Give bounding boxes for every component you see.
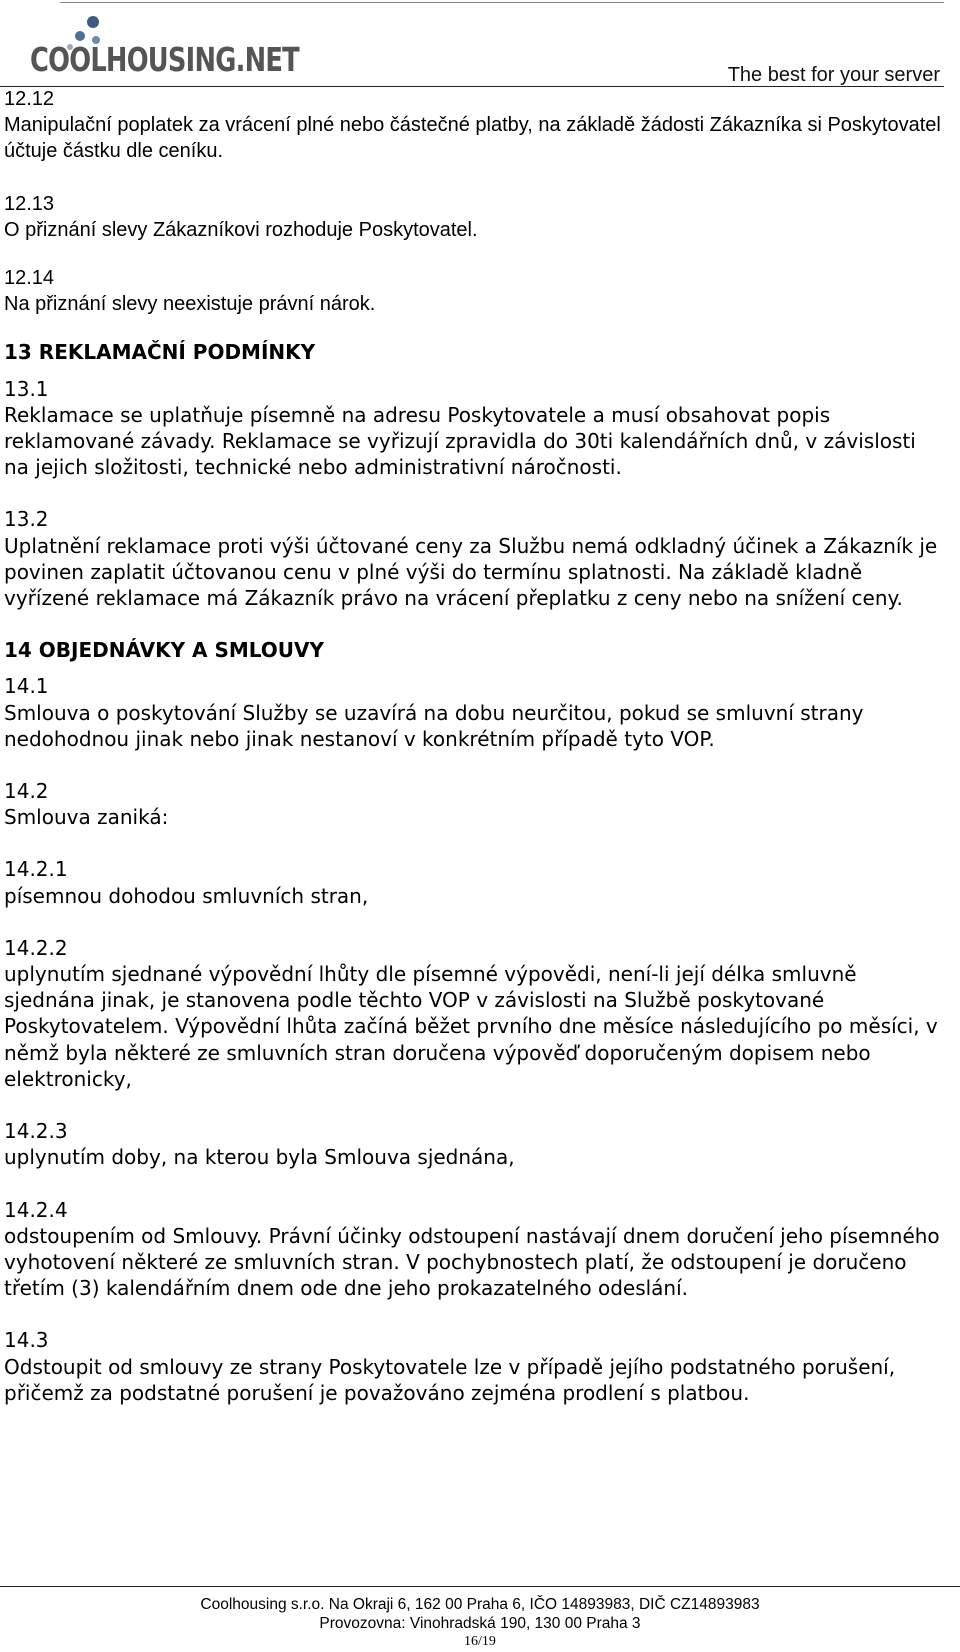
header-top-rule xyxy=(60,2,944,3)
logo-text: COOLHOUSING.NET xyxy=(30,40,299,79)
section-14-2-2 xyxy=(4,935,944,1092)
clause-text: Reklamace se uplatňuje písemně na adresu Poskytovatele a musí obsahovat popis reklamované závady. Reklamace se vyřizují zpravidla do 30ti kalendářních dnů, v závislosti na jejich složitosti, technické nebo administrativní náročnosti. xyxy=(4,402,916,480)
page-number: 16/19 xyxy=(464,1634,496,1649)
section-14-2 xyxy=(4,778,944,830)
clause-number: 14.2.2 xyxy=(4,935,68,960)
clause-text: Odstoupit od smlouvy ze strany Poskytovatele lze v případě jejího podstatného porušení, přičemž za podstatné porušení je považováno zejména prodlení s platbou. xyxy=(4,1354,896,1405)
clause-text: odstoupením od Smlouvy. Právní účinky odstoupení nastávají dnem doručení jeho písemného vyhotovení některé ze smluvních stran. V pochybnostech platí, že odstoupení je doručeno třetím (3) kalendářním dnem ode dne jeho prokazatelného odeslání. xyxy=(4,1223,940,1301)
clause-text: Manipulační poplatek za vrácení plné nebo částečné platby, na základě žádosti Zákazníka si Poskytovatel účtuje částku dle ceníku. xyxy=(4,114,941,163)
tagline: The best for your server xyxy=(727,64,940,86)
clause-text: Smlouva zaniká: xyxy=(4,805,169,830)
clause-text: Smlouva o poskytování Služby se uzavírá na dobu neurčitou, pokud se smluvní strany nedohodnou jinak nebo jinak nestanoví v konkrétním případě tyto VOP. xyxy=(4,700,864,751)
clause-text: uplynutím sjednané výpovědní lhůty dle písemné výpovědi, není-li její délka smluvně sjednána jinak, je stanovena podle těchto VOP v závislosti na Službě poskytované Poskytovatelem. Výpovědní lhůta začíná běžet prvního dne měsíce následujícího po měsíci, v němž byla některé ze smluvních stran doručena výpověď doporučeným dopisem nebo elektronicky, xyxy=(4,962,938,1091)
clause-text: uplynutím doby, na kterou byla Smlouva sjednána, xyxy=(4,1145,515,1170)
clause-number: 12.13 xyxy=(4,192,55,215)
section-12-13 xyxy=(4,191,944,243)
clause-number: 14.3 xyxy=(4,1328,49,1353)
section-14-2-3 xyxy=(4,1118,944,1170)
clause-text: písemnou dohodou smluvních stran, xyxy=(4,883,369,908)
heading-section-13: 13 REKLAMAČNÍ PODMÍNKY xyxy=(4,340,316,365)
clause-text: O přiznání slevy Zákazníkovi rozhoduje Poskytovatel. xyxy=(4,218,478,241)
section-14-2-4 xyxy=(4,1197,944,1302)
clause-text: Uplatnění reklamace proti výši účtované ceny za Službu nemá odkladný účinek a Zákazník je povinen zaplatit účtovanou cenu v plné výši do termínu splatnosti. Na základě kladně vyřízené reklamace má Zákazník právo na vrácení přeplatku z ceny nebo na snížení ceny. xyxy=(4,533,938,611)
clause-number: 14.1 xyxy=(4,674,49,699)
section-13-2 xyxy=(4,506,944,611)
footer-rule xyxy=(0,1586,960,1587)
clause-number: 14.2.1 xyxy=(4,857,68,882)
footer-address-line: Provozovna: Vinohradská 190, 130 00 Praha 3 xyxy=(319,1615,641,1632)
section-12-12 xyxy=(4,86,944,165)
footer-company-line: Coolhousing s.r.o. Na Okraji 6, 162 00 Praha 6, IČO 14893983, DIČ CZ14893983 xyxy=(200,1596,760,1613)
section-14-3 xyxy=(4,1327,944,1406)
clause-number: 14.2.4 xyxy=(4,1197,68,1222)
clause-number: 13.1 xyxy=(4,376,49,401)
section-14-1 xyxy=(4,673,944,752)
document-body xyxy=(4,86,944,1432)
clause-number: 14.2 xyxy=(4,779,49,804)
section-12-14 xyxy=(4,265,944,317)
clause-text: Na přiznání slevy neexistuje právní nárok. xyxy=(4,293,376,316)
clause-number: 14.2.3 xyxy=(4,1119,68,1144)
clause-number: 12.14 xyxy=(4,267,55,290)
heading-section-14: 14 OBJEDNÁVKY A SMLOUVY xyxy=(4,638,325,663)
section-14-2-1 xyxy=(4,856,944,908)
section-13-1 xyxy=(4,376,944,481)
clause-number: 12.12 xyxy=(4,88,55,110)
clause-number: 13.2 xyxy=(4,507,49,532)
coolhousing-logo xyxy=(30,14,299,79)
footer xyxy=(0,1595,960,1633)
